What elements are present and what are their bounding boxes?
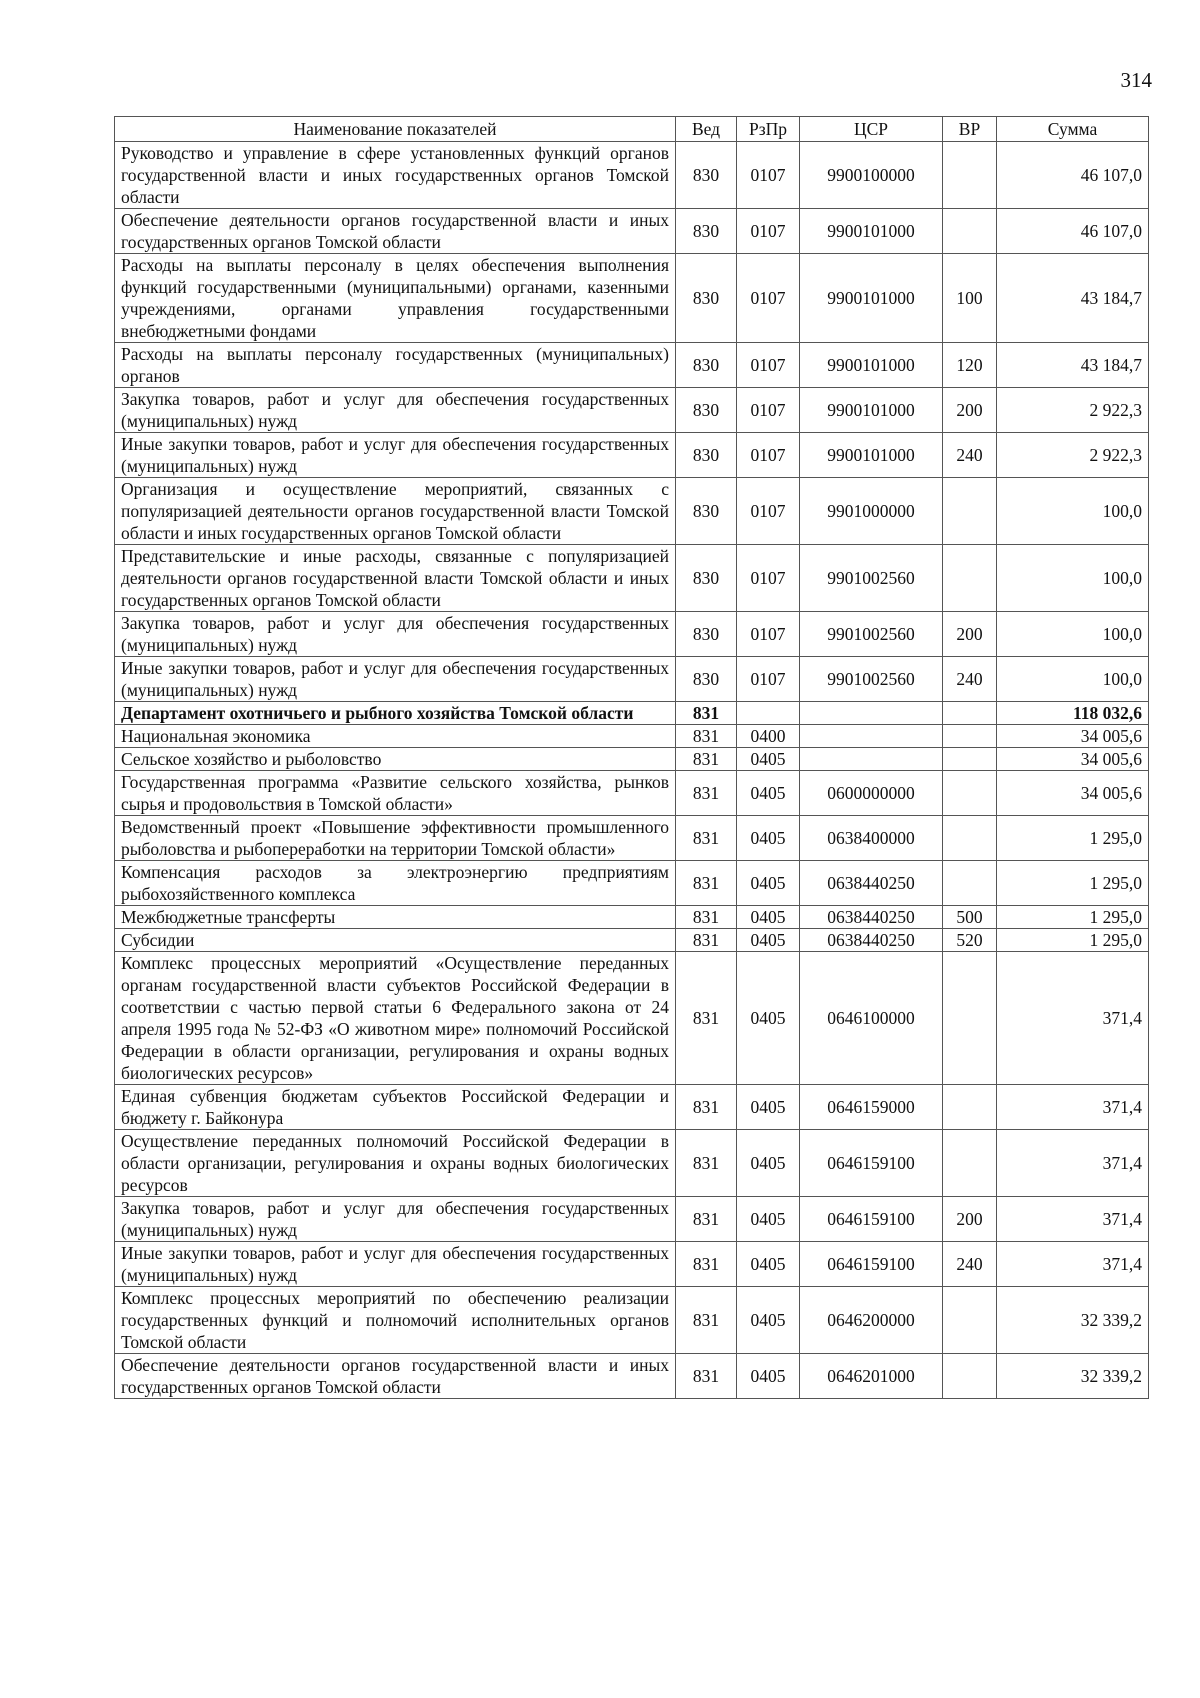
header-ved: Вед bbox=[676, 117, 737, 142]
row-name: Обеспечение деятельности органов государственной власти и иных государственных органов Томской области bbox=[115, 209, 676, 254]
row-rzpr: 0405 bbox=[737, 929, 800, 952]
row-vr bbox=[943, 1287, 997, 1354]
table-row bbox=[115, 254, 1149, 343]
row-csr: 9901000000 bbox=[800, 478, 943, 545]
row-vr: 100 bbox=[943, 254, 997, 343]
row-sum: 371,4 bbox=[997, 1130, 1149, 1197]
row-vr: 500 bbox=[943, 906, 997, 929]
row-rzpr: 0107 bbox=[737, 142, 800, 209]
table-row bbox=[115, 1242, 1149, 1287]
row-sum: 34 005,6 bbox=[997, 771, 1149, 816]
row-ved: 831 bbox=[676, 952, 737, 1085]
row-name: Закупка товаров, работ и услуг для обеспечения государственных (муниципальных) нужд bbox=[115, 612, 676, 657]
table-row bbox=[115, 388, 1149, 433]
row-sum: 1 295,0 bbox=[997, 861, 1149, 906]
row-name: Обеспечение деятельности органов государственной власти и иных государственных органов Томской области bbox=[115, 1354, 676, 1399]
row-ved: 830 bbox=[676, 478, 737, 545]
table-row bbox=[115, 433, 1149, 478]
row-csr: 0638440250 bbox=[800, 929, 943, 952]
table-row bbox=[115, 861, 1149, 906]
row-csr: 0638440250 bbox=[800, 861, 943, 906]
row-vr bbox=[943, 1354, 997, 1399]
row-name: Ведомственный проект «Повышение эффективности промышленного рыболовства и рыбопереработки на территории Томской области» bbox=[115, 816, 676, 861]
table-row bbox=[115, 952, 1149, 1085]
row-vr bbox=[943, 142, 997, 209]
row-sum: 43 184,7 bbox=[997, 343, 1149, 388]
row-csr: 0646159100 bbox=[800, 1242, 943, 1287]
row-csr: 9901002560 bbox=[800, 612, 943, 657]
row-rzpr: 0405 bbox=[737, 1130, 800, 1197]
row-name: Расходы на выплаты персоналу государственных (муниципальных) органов bbox=[115, 343, 676, 388]
table-row-department bbox=[115, 702, 1149, 725]
row-ved: 831 bbox=[676, 771, 737, 816]
row-rzpr: 0107 bbox=[737, 545, 800, 612]
row-vr: 200 bbox=[943, 388, 997, 433]
table-row bbox=[115, 748, 1149, 771]
table-row bbox=[115, 1130, 1149, 1197]
row-rzpr: 0405 bbox=[737, 816, 800, 861]
row-csr bbox=[800, 725, 943, 748]
row-name: Иные закупки товаров, работ и услуг для обеспечения государственных (муниципальных) нужд bbox=[115, 433, 676, 478]
row-vr bbox=[943, 1130, 997, 1197]
row-ved: 831 bbox=[676, 1354, 737, 1399]
row-sum: 1 295,0 bbox=[997, 929, 1149, 952]
row-name: Комплекс процессных мероприятий по обеспечению реализации государственных функций и полномочий исполнительных органов Томской области bbox=[115, 1287, 676, 1354]
row-rzpr: 0107 bbox=[737, 388, 800, 433]
row-sum: 34 005,6 bbox=[997, 725, 1149, 748]
row-csr: 9900101000 bbox=[800, 254, 943, 343]
page-number: 314 bbox=[1120, 68, 1152, 92]
row-rzpr: 0405 bbox=[737, 952, 800, 1085]
row-rzpr: 0405 bbox=[737, 1354, 800, 1399]
table-row bbox=[115, 142, 1149, 209]
row-name: Закупка товаров, работ и услуг для обеспечения государственных (муниципальных) нужд bbox=[115, 388, 676, 433]
table-row bbox=[115, 771, 1149, 816]
table-row bbox=[115, 929, 1149, 952]
row-ved: 830 bbox=[676, 209, 737, 254]
budget-table bbox=[114, 116, 1149, 1399]
table-row bbox=[115, 343, 1149, 388]
row-ved: 830 bbox=[676, 388, 737, 433]
row-name: Осуществление переданных полномочий Российской Федерации в области организации, регулирования и охраны водных биологических ресурсов bbox=[115, 1130, 676, 1197]
row-rzpr: 0400 bbox=[737, 725, 800, 748]
row-rzpr: 0107 bbox=[737, 612, 800, 657]
row-vr bbox=[943, 545, 997, 612]
row-rzpr: 0405 bbox=[737, 748, 800, 771]
row-vr bbox=[943, 816, 997, 861]
row-sum: 371,4 bbox=[997, 1242, 1149, 1287]
row-name: Субсидии bbox=[115, 929, 676, 952]
row-ved: 831 bbox=[676, 861, 737, 906]
row-vr: 200 bbox=[943, 1197, 997, 1242]
row-ved: 830 bbox=[676, 254, 737, 343]
table-row bbox=[115, 1287, 1149, 1354]
row-sum: 32 339,2 bbox=[997, 1354, 1149, 1399]
row-ved: 831 bbox=[676, 1130, 737, 1197]
row-sum: 34 005,6 bbox=[997, 748, 1149, 771]
row-vr: 520 bbox=[943, 929, 997, 952]
row-sum: 371,4 bbox=[997, 1085, 1149, 1130]
row-name: Компенсация расходов за электроэнергию предприятиям рыбохозяйственного комплекса bbox=[115, 861, 676, 906]
row-ved: 830 bbox=[676, 343, 737, 388]
table-header-row bbox=[115, 117, 1149, 142]
row-ved: 830 bbox=[676, 657, 737, 702]
table-row bbox=[115, 478, 1149, 545]
table-row bbox=[115, 816, 1149, 861]
row-csr: 0638400000 bbox=[800, 816, 943, 861]
row-vr bbox=[943, 209, 997, 254]
row-rzpr: 0107 bbox=[737, 209, 800, 254]
row-rzpr: 0405 bbox=[737, 1242, 800, 1287]
row-sum: 32 339,2 bbox=[997, 1287, 1149, 1354]
row-name: Сельское хозяйство и рыболовство bbox=[115, 748, 676, 771]
row-sum: 100,0 bbox=[997, 612, 1149, 657]
row-sum: 1 295,0 bbox=[997, 906, 1149, 929]
header-vr: ВР bbox=[943, 117, 997, 142]
row-rzpr: 0107 bbox=[737, 478, 800, 545]
table-row bbox=[115, 1197, 1149, 1242]
row-rzpr: 0405 bbox=[737, 906, 800, 929]
row-vr: 240 bbox=[943, 1242, 997, 1287]
row-vr: 120 bbox=[943, 343, 997, 388]
header-name: Наименование показателей bbox=[115, 117, 676, 142]
row-sum: 371,4 bbox=[997, 952, 1149, 1085]
row-csr: 9900101000 bbox=[800, 209, 943, 254]
table-row bbox=[115, 209, 1149, 254]
row-rzpr: 0405 bbox=[737, 861, 800, 906]
row-rzpr: 0107 bbox=[737, 254, 800, 343]
row-sum: 1 295,0 bbox=[997, 816, 1149, 861]
row-name: Организация и осуществление мероприятий, связанных с популяризацией деятельности органов государственной власти Томской области и иных государственных органов Томской области bbox=[115, 478, 676, 545]
row-name: Иные закупки товаров, работ и услуг для обеспечения государственных (муниципальных) нужд bbox=[115, 1242, 676, 1287]
row-ved: 830 bbox=[676, 142, 737, 209]
row-ved: 830 bbox=[676, 612, 737, 657]
row-ved: 831 bbox=[676, 1085, 737, 1130]
row-ved: 831 bbox=[676, 929, 737, 952]
row-name: Единая субвенция бюджетам субъектов Российской Федерации и бюджету г. Байконура bbox=[115, 1085, 676, 1130]
row-vr: 240 bbox=[943, 433, 997, 478]
table-row bbox=[115, 657, 1149, 702]
row-csr: 0646100000 bbox=[800, 952, 943, 1085]
header-sum: Сумма bbox=[997, 117, 1149, 142]
row-vr bbox=[943, 861, 997, 906]
row-vr bbox=[943, 702, 997, 725]
row-csr: 0600000000 bbox=[800, 771, 943, 816]
header-csr: ЦСР bbox=[800, 117, 943, 142]
row-rzpr bbox=[737, 702, 800, 725]
row-name: Комплекс процессных мероприятий «Осуществление переданных органам государственной власти субъектов Российской Федерации в соответствии с частью первой статьи 6 Федерального закона от 24 апреля 1995 года № 52-ФЗ «О животном мире» полномочий Российской Федерации в области организации, регулирования и охраны водных биологических ресурсов» bbox=[115, 952, 676, 1085]
row-sum: 371,4 bbox=[997, 1197, 1149, 1242]
row-ved: 831 bbox=[676, 816, 737, 861]
row-csr bbox=[800, 702, 943, 725]
row-name: Закупка товаров, работ и услуг для обеспечения государственных (муниципальных) нужд bbox=[115, 1197, 676, 1242]
row-csr: 0646159000 bbox=[800, 1085, 943, 1130]
table-row bbox=[115, 1085, 1149, 1130]
row-ved: 830 bbox=[676, 433, 737, 478]
row-ved: 831 bbox=[676, 725, 737, 748]
row-name: Представительские и иные расходы, связанные с популяризацией деятельности органов государственной власти Томской области и иных государственных органов Томской области bbox=[115, 545, 676, 612]
row-csr: 0646159100 bbox=[800, 1197, 943, 1242]
row-name: Руководство и управление в сфере установленных функций органов государственной власти и иных государственных органов Томской области bbox=[115, 142, 676, 209]
row-name: Национальная экономика bbox=[115, 725, 676, 748]
table-row bbox=[115, 1354, 1149, 1399]
table-row bbox=[115, 545, 1149, 612]
row-ved: 830 bbox=[676, 545, 737, 612]
row-ved: 831 bbox=[676, 748, 737, 771]
row-sum: 2 922,3 bbox=[997, 433, 1149, 478]
row-csr: 0646201000 bbox=[800, 1354, 943, 1399]
row-csr: 9901002560 bbox=[800, 657, 943, 702]
row-ved: 831 bbox=[676, 1242, 737, 1287]
row-csr: 9900101000 bbox=[800, 388, 943, 433]
row-rzpr: 0405 bbox=[737, 1287, 800, 1354]
row-vr: 240 bbox=[943, 657, 997, 702]
row-name: Иные закупки товаров, работ и услуг для обеспечения государственных (муниципальных) нужд bbox=[115, 657, 676, 702]
row-name: Государственная программа «Развитие сельского хозяйства, рынков сырья и продовольствия в Томской области» bbox=[115, 771, 676, 816]
table-row bbox=[115, 725, 1149, 748]
row-sum: 46 107,0 bbox=[997, 142, 1149, 209]
row-sum: 100,0 bbox=[997, 657, 1149, 702]
row-vr bbox=[943, 952, 997, 1085]
row-vr: 200 bbox=[943, 612, 997, 657]
row-sum: 43 184,7 bbox=[997, 254, 1149, 343]
row-csr: 0646159100 bbox=[800, 1130, 943, 1197]
row-name: Департамент охотничьего и рыбного хозяйства Томской области bbox=[115, 702, 676, 725]
row-sum: 100,0 bbox=[997, 478, 1149, 545]
row-ved: 831 bbox=[676, 1287, 737, 1354]
row-vr bbox=[943, 748, 997, 771]
row-vr bbox=[943, 725, 997, 748]
row-sum: 46 107,0 bbox=[997, 209, 1149, 254]
row-rzpr: 0405 bbox=[737, 1085, 800, 1130]
row-rzpr: 0405 bbox=[737, 771, 800, 816]
row-rzpr: 0107 bbox=[737, 433, 800, 478]
row-csr: 9900101000 bbox=[800, 433, 943, 478]
row-sum: 100,0 bbox=[997, 545, 1149, 612]
table-row bbox=[115, 906, 1149, 929]
row-ved: 831 bbox=[676, 702, 737, 725]
row-csr: 9900101000 bbox=[800, 343, 943, 388]
row-csr: 9901002560 bbox=[800, 545, 943, 612]
row-sum: 2 922,3 bbox=[997, 388, 1149, 433]
row-sum: 118 032,6 bbox=[997, 702, 1149, 725]
row-vr bbox=[943, 1085, 997, 1130]
row-csr bbox=[800, 748, 943, 771]
row-ved: 831 bbox=[676, 906, 737, 929]
row-name: Межбюджетные трансферты bbox=[115, 906, 676, 929]
row-csr: 9900100000 bbox=[800, 142, 943, 209]
row-rzpr: 0107 bbox=[737, 657, 800, 702]
header-rzpr: РзПр bbox=[737, 117, 800, 142]
row-vr bbox=[943, 478, 997, 545]
row-name: Расходы на выплаты персоналу в целях обеспечения выполнения функций государственными (муниципальными) органами, казенными учреждениями, органами управления государственными внебюджетными фондами bbox=[115, 254, 676, 343]
row-rzpr: 0405 bbox=[737, 1197, 800, 1242]
table-row bbox=[115, 612, 1149, 657]
row-rzpr: 0107 bbox=[737, 343, 800, 388]
row-csr: 0646200000 bbox=[800, 1287, 943, 1354]
row-vr bbox=[943, 771, 997, 816]
row-ved: 831 bbox=[676, 1197, 737, 1242]
row-csr: 0638440250 bbox=[800, 906, 943, 929]
